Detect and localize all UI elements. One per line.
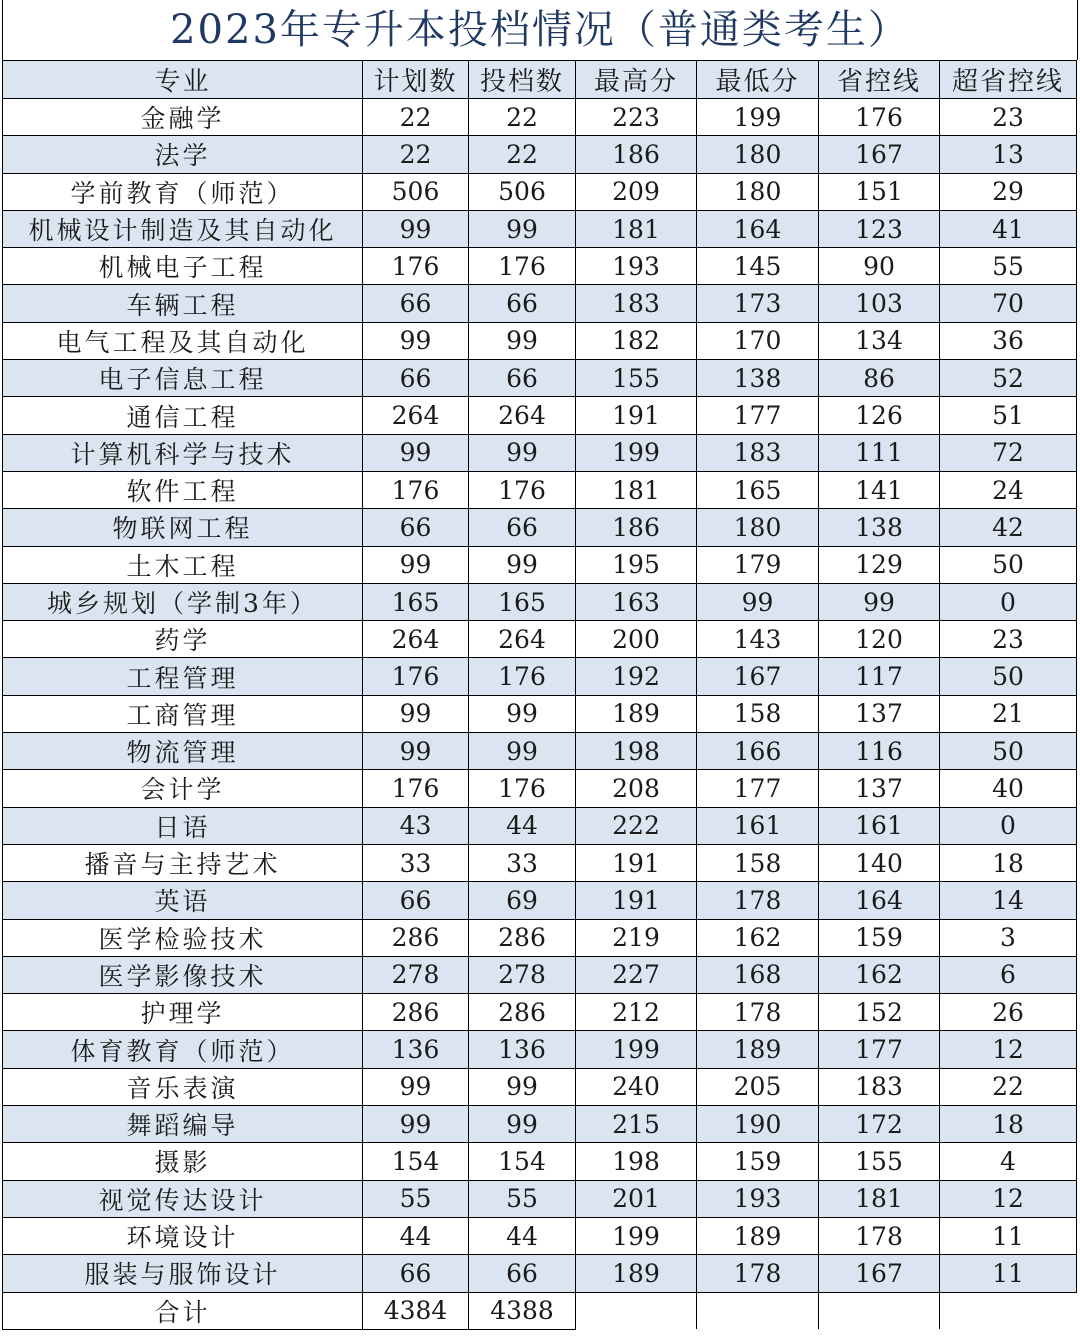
- spreadsheet: [2, 0, 1078, 1342]
- value-cell[interactable]: 66: [363, 1255, 469, 1292]
- value-cell[interactable]: 264: [469, 621, 576, 658]
- value-cell[interactable]: 22: [363, 99, 469, 136]
- value-cell[interactable]: 33: [363, 844, 469, 881]
- value-cell[interactable]: 99: [469, 1068, 576, 1105]
- value-cell[interactable]: 166: [697, 733, 819, 770]
- value-cell[interactable]: 12: [940, 1180, 1077, 1217]
- value-cell[interactable]: 50: [940, 658, 1077, 695]
- value-cell[interactable]: 222: [576, 807, 697, 844]
- value-cell[interactable]: 21: [940, 695, 1077, 732]
- value-cell[interactable]: 198: [576, 733, 697, 770]
- value-cell[interactable]: 199: [576, 434, 697, 471]
- value-cell[interactable]: 165: [469, 583, 576, 620]
- value-cell[interactable]: 117: [819, 658, 940, 695]
- value-cell[interactable]: 264: [469, 397, 576, 434]
- value-cell[interactable]: 99: [697, 583, 819, 620]
- table-row: [3, 360, 1077, 397]
- major-cell[interactable]: 计算机科学与技术: [3, 434, 363, 471]
- value-cell[interactable]: 192: [576, 658, 697, 695]
- value-cell[interactable]: 201: [576, 1180, 697, 1217]
- value-cell[interactable]: 199: [576, 1217, 697, 1254]
- value-cell[interactable]: 141: [819, 471, 940, 508]
- value-cell[interactable]: 123: [819, 210, 940, 247]
- table-row: [3, 1217, 1077, 1254]
- value-cell[interactable]: 137: [819, 770, 940, 807]
- empty-cell[interactable]: [576, 1292, 697, 1329]
- value-cell[interactable]: 286: [363, 919, 469, 956]
- major-cell[interactable]: 英语: [3, 882, 363, 919]
- major-cell[interactable]: 体育教育（师范）: [3, 1031, 363, 1068]
- major-cell[interactable]: 机械设计制造及其自动化: [3, 210, 363, 247]
- table-row: [3, 1106, 1077, 1143]
- value-cell[interactable]: 155: [819, 1143, 940, 1180]
- major-cell[interactable]: 电气工程及其自动化: [3, 322, 363, 359]
- value-cell[interactable]: 180: [697, 509, 819, 546]
- value-cell[interactable]: 99: [363, 322, 469, 359]
- value-cell[interactable]: 167: [819, 1255, 940, 1292]
- value-cell[interactable]: 140: [819, 844, 940, 881]
- value-cell[interactable]: 86: [819, 360, 940, 397]
- value-cell[interactable]: 99: [363, 1068, 469, 1105]
- table-row: [3, 882, 1077, 919]
- value-cell[interactable]: 227: [576, 956, 697, 993]
- value-cell[interactable]: 165: [363, 583, 469, 620]
- value-cell[interactable]: 138: [697, 360, 819, 397]
- header-cell-above-line[interactable]: 超省控线: [940, 61, 1077, 99]
- value-cell[interactable]: 66: [363, 882, 469, 919]
- value-cell[interactable]: 172: [819, 1106, 940, 1143]
- value-cell[interactable]: 13: [940, 136, 1077, 173]
- table-row: [3, 99, 1077, 136]
- value-cell[interactable]: 29: [940, 173, 1077, 210]
- major-cell[interactable]: 播音与主持艺术: [3, 844, 363, 881]
- value-cell[interactable]: 152: [819, 994, 940, 1031]
- value-cell[interactable]: 176: [469, 770, 576, 807]
- value-cell[interactable]: 193: [576, 248, 697, 285]
- value-cell[interactable]: 66: [469, 509, 576, 546]
- table-row: [3, 658, 1077, 695]
- table-row: [3, 733, 1077, 770]
- major-cell[interactable]: 车辆工程: [3, 285, 363, 322]
- major-cell[interactable]: 护理学: [3, 994, 363, 1031]
- value-cell[interactable]: 36: [940, 322, 1077, 359]
- value-cell[interactable]: 167: [697, 658, 819, 695]
- value-cell[interactable]: 189: [697, 1217, 819, 1254]
- value-cell[interactable]: 55: [940, 248, 1077, 285]
- value-cell[interactable]: 116: [819, 733, 940, 770]
- value-cell[interactable]: 99: [363, 695, 469, 732]
- value-cell[interactable]: 70: [940, 285, 1077, 322]
- value-cell[interactable]: 99: [469, 210, 576, 247]
- table-row: [3, 1180, 1077, 1217]
- value-cell[interactable]: 99: [363, 210, 469, 247]
- value-cell[interactable]: 44: [469, 807, 576, 844]
- major-cell[interactable]: 舞蹈编导: [3, 1106, 363, 1143]
- value-cell[interactable]: 23: [940, 99, 1077, 136]
- value-cell[interactable]: 111: [819, 434, 940, 471]
- value-cell[interactable]: 50: [940, 546, 1077, 583]
- value-cell[interactable]: 55: [363, 1180, 469, 1217]
- value-cell[interactable]: 177: [697, 397, 819, 434]
- value-cell[interactable]: 193: [697, 1180, 819, 1217]
- value-cell[interactable]: 191: [576, 844, 697, 881]
- value-cell[interactable]: 134: [819, 322, 940, 359]
- table-row: [3, 621, 1077, 658]
- value-cell[interactable]: 99: [363, 546, 469, 583]
- value-cell[interactable]: 143: [697, 621, 819, 658]
- value-cell[interactable]: 209: [576, 173, 697, 210]
- value-cell[interactable]: 179: [697, 546, 819, 583]
- major-cell[interactable]: 学前教育（师范）: [3, 173, 363, 210]
- total-label-cell[interactable]: 合计: [3, 1292, 363, 1329]
- value-cell[interactable]: 191: [576, 882, 697, 919]
- value-cell[interactable]: 161: [819, 807, 940, 844]
- empty-cell[interactable]: [940, 1292, 1077, 1329]
- value-cell[interactable]: 24: [940, 471, 1077, 508]
- major-cell[interactable]: 城乡规划（学制3年）: [3, 583, 363, 620]
- value-cell[interactable]: 181: [576, 210, 697, 247]
- table-row: [3, 285, 1077, 322]
- value-cell[interactable]: 158: [697, 695, 819, 732]
- value-cell[interactable]: 52: [940, 360, 1077, 397]
- table-row: [3, 956, 1077, 993]
- value-cell[interactable]: 208: [576, 770, 697, 807]
- value-cell[interactable]: 183: [819, 1068, 940, 1105]
- value-cell[interactable]: 186: [576, 136, 697, 173]
- major-cell[interactable]: 工商管理: [3, 695, 363, 732]
- major-cell[interactable]: 视觉传达设计: [3, 1180, 363, 1217]
- table-row: [3, 471, 1077, 508]
- table-title: 2023年专升本投档情况（普通类考生）: [2, 0, 1078, 60]
- value-cell[interactable]: 212: [576, 994, 697, 1031]
- table-row: [3, 509, 1077, 546]
- value-cell[interactable]: 99: [469, 434, 576, 471]
- value-cell[interactable]: 165: [697, 471, 819, 508]
- value-cell[interactable]: 69: [469, 882, 576, 919]
- value-cell[interactable]: 176: [363, 248, 469, 285]
- table-body: [3, 61, 1077, 1330]
- major-cell[interactable]: 物联网工程: [3, 509, 363, 546]
- table-row: [3, 1255, 1077, 1292]
- value-cell[interactable]: 264: [363, 621, 469, 658]
- value-cell[interactable]: 155: [576, 360, 697, 397]
- major-cell[interactable]: 机械电子工程: [3, 248, 363, 285]
- header-cell-max[interactable]: 最高分: [576, 61, 697, 99]
- table-row: [3, 807, 1077, 844]
- value-cell[interactable]: 189: [576, 695, 697, 732]
- value-cell[interactable]: 99: [469, 322, 576, 359]
- value-cell[interactable]: 42: [940, 509, 1077, 546]
- table-row: [3, 695, 1077, 732]
- value-cell[interactable]: 11: [940, 1217, 1077, 1254]
- value-cell[interactable]: 199: [697, 99, 819, 136]
- value-cell[interactable]: 168: [697, 956, 819, 993]
- value-cell[interactable]: 103: [819, 285, 940, 322]
- table-row: [3, 1068, 1077, 1105]
- value-cell[interactable]: 199: [576, 1031, 697, 1068]
- value-cell[interactable]: 6: [940, 956, 1077, 993]
- value-cell[interactable]: 136: [469, 1031, 576, 1068]
- value-cell[interactable]: 176: [363, 658, 469, 695]
- table-row: [3, 919, 1077, 956]
- table-row: [3, 1143, 1077, 1180]
- value-cell[interactable]: 11: [940, 1255, 1077, 1292]
- value-cell[interactable]: 180: [697, 136, 819, 173]
- value-cell[interactable]: 200: [576, 621, 697, 658]
- major-cell[interactable]: 工程管理: [3, 658, 363, 695]
- value-cell[interactable]: 177: [697, 770, 819, 807]
- value-cell[interactable]: 191: [576, 397, 697, 434]
- value-cell[interactable]: 66: [469, 285, 576, 322]
- value-cell[interactable]: 178: [697, 994, 819, 1031]
- value-cell[interactable]: 145: [697, 248, 819, 285]
- value-cell[interactable]: 158: [697, 844, 819, 881]
- table-row: [3, 1031, 1077, 1068]
- value-cell[interactable]: 22: [469, 136, 576, 173]
- value-cell[interactable]: 240: [576, 1068, 697, 1105]
- value-cell[interactable]: 154: [363, 1143, 469, 1180]
- major-cell[interactable]: 会计学: [3, 770, 363, 807]
- table-row: [3, 434, 1077, 471]
- value-cell[interactable]: 99: [469, 546, 576, 583]
- value-cell[interactable]: 43: [363, 807, 469, 844]
- value-cell[interactable]: 506: [469, 173, 576, 210]
- value-cell[interactable]: 186: [576, 509, 697, 546]
- header-cell-major[interactable]: 专业: [3, 61, 363, 99]
- value-cell[interactable]: 215: [576, 1106, 697, 1143]
- value-cell[interactable]: 66: [469, 1255, 576, 1292]
- value-cell[interactable]: 190: [697, 1106, 819, 1143]
- value-cell[interactable]: 44: [469, 1217, 576, 1254]
- value-cell[interactable]: 99: [469, 695, 576, 732]
- table-row: [3, 546, 1077, 583]
- value-cell[interactable]: 178: [697, 882, 819, 919]
- value-cell[interactable]: 41: [940, 210, 1077, 247]
- value-cell[interactable]: 50: [940, 733, 1077, 770]
- value-cell[interactable]: 129: [819, 546, 940, 583]
- value-cell[interactable]: 151: [819, 173, 940, 210]
- value-cell[interactable]: 176: [469, 658, 576, 695]
- value-cell[interactable]: 18: [940, 844, 1077, 881]
- value-cell[interactable]: 506: [363, 173, 469, 210]
- value-cell[interactable]: 183: [697, 434, 819, 471]
- value-cell[interactable]: 176: [469, 471, 576, 508]
- value-cell[interactable]: 286: [469, 919, 576, 956]
- value-cell[interactable]: 154: [469, 1143, 576, 1180]
- value-cell[interactable]: 66: [469, 360, 576, 397]
- value-cell[interactable]: 137: [819, 695, 940, 732]
- value-cell[interactable]: 180: [697, 173, 819, 210]
- value-cell[interactable]: 163: [576, 583, 697, 620]
- value-cell[interactable]: 181: [819, 1180, 940, 1217]
- major-cell[interactable]: 药学: [3, 621, 363, 658]
- value-cell[interactable]: 55: [469, 1180, 576, 1217]
- header-cell-control-line[interactable]: 省控线: [819, 61, 940, 99]
- value-cell[interactable]: 170: [697, 322, 819, 359]
- value-cell[interactable]: 264: [363, 397, 469, 434]
- table-row: [3, 248, 1077, 285]
- value-cell[interactable]: 33: [469, 844, 576, 881]
- value-cell[interactable]: 178: [819, 1217, 940, 1254]
- table-row: [3, 844, 1077, 881]
- value-cell[interactable]: 66: [363, 285, 469, 322]
- table-row: [3, 583, 1077, 620]
- major-cell[interactable]: 金融学: [3, 99, 363, 136]
- value-cell[interactable]: 40: [940, 770, 1077, 807]
- table-row: [3, 397, 1077, 434]
- value-cell[interactable]: 0: [940, 807, 1077, 844]
- major-cell[interactable]: 土木工程: [3, 546, 363, 583]
- value-cell[interactable]: 176: [363, 471, 469, 508]
- major-cell[interactable]: 医学检验技术: [3, 919, 363, 956]
- value-cell[interactable]: 176: [363, 770, 469, 807]
- value-cell[interactable]: 26: [940, 994, 1077, 1031]
- value-cell[interactable]: 189: [576, 1255, 697, 1292]
- major-cell[interactable]: 软件工程: [3, 471, 363, 508]
- value-cell[interactable]: 195: [576, 546, 697, 583]
- value-cell[interactable]: 23: [940, 621, 1077, 658]
- value-cell[interactable]: 159: [697, 1143, 819, 1180]
- value-cell[interactable]: 198: [576, 1143, 697, 1180]
- major-cell[interactable]: 通信工程: [3, 397, 363, 434]
- value-cell[interactable]: 176: [819, 99, 940, 136]
- value-cell[interactable]: 12: [940, 1031, 1077, 1068]
- value-cell[interactable]: 44: [363, 1217, 469, 1254]
- header-cell-filed[interactable]: 投档数: [469, 61, 576, 99]
- value-cell[interactable]: 164: [697, 210, 819, 247]
- total-row: [3, 1292, 1077, 1329]
- table-row: [3, 322, 1077, 359]
- value-cell[interactable]: 136: [363, 1031, 469, 1068]
- value-cell[interactable]: 99: [363, 434, 469, 471]
- major-cell[interactable]: 日语: [3, 807, 363, 844]
- header-cell-min[interactable]: 最低分: [697, 61, 819, 99]
- value-cell[interactable]: 72: [940, 434, 1077, 471]
- value-cell[interactable]: 178: [697, 1255, 819, 1292]
- value-cell[interactable]: 4: [940, 1143, 1077, 1180]
- value-cell[interactable]: 138: [819, 509, 940, 546]
- value-cell[interactable]: 22: [940, 1068, 1077, 1105]
- value-cell[interactable]: 51: [940, 397, 1077, 434]
- major-cell[interactable]: 物流管理: [3, 733, 363, 770]
- value-cell[interactable]: 162: [819, 956, 940, 993]
- value-cell[interactable]: 99: [363, 1106, 469, 1143]
- table-row: [3, 136, 1077, 173]
- value-cell[interactable]: 286: [363, 994, 469, 1031]
- value-cell[interactable]: 120: [819, 621, 940, 658]
- table-row: [3, 210, 1077, 247]
- value-cell[interactable]: 219: [576, 919, 697, 956]
- value-cell[interactable]: 286: [469, 994, 576, 1031]
- value-cell[interactable]: 3: [940, 919, 1077, 956]
- major-cell[interactable]: 环境设计: [3, 1217, 363, 1254]
- value-cell[interactable]: 14: [940, 882, 1077, 919]
- value-cell[interactable]: 164: [819, 882, 940, 919]
- value-cell[interactable]: 99: [469, 1106, 576, 1143]
- header-row: [3, 61, 1077, 99]
- total-value-cell[interactable]: 4388: [469, 1292, 576, 1329]
- value-cell[interactable]: 167: [819, 136, 940, 173]
- value-cell[interactable]: 177: [819, 1031, 940, 1068]
- value-cell[interactable]: 161: [697, 807, 819, 844]
- value-cell[interactable]: 223: [576, 99, 697, 136]
- total-value-cell[interactable]: 4384: [363, 1292, 469, 1329]
- major-cell[interactable]: 电子信息工程: [3, 360, 363, 397]
- value-cell[interactable]: 90: [819, 248, 940, 285]
- value-cell[interactable]: 99: [469, 733, 576, 770]
- value-cell[interactable]: 183: [576, 285, 697, 322]
- table-row: [3, 994, 1077, 1031]
- value-cell[interactable]: 18: [940, 1106, 1077, 1143]
- empty-cell[interactable]: [819, 1292, 940, 1329]
- value-cell[interactable]: 126: [819, 397, 940, 434]
- empty-cell[interactable]: [697, 1292, 819, 1329]
- value-cell[interactable]: 176: [469, 248, 576, 285]
- value-cell[interactable]: 66: [363, 360, 469, 397]
- value-cell[interactable]: 182: [576, 322, 697, 359]
- major-cell[interactable]: 医学影像技术: [3, 956, 363, 993]
- table-row: [3, 770, 1077, 807]
- value-cell[interactable]: 22: [469, 99, 576, 136]
- value-cell[interactable]: 66: [363, 509, 469, 546]
- value-cell[interactable]: 162: [697, 919, 819, 956]
- major-cell[interactable]: 服装与服饰设计: [3, 1255, 363, 1292]
- value-cell[interactable]: 99: [819, 583, 940, 620]
- major-cell[interactable]: 法学: [3, 136, 363, 173]
- header-cell-plan[interactable]: 计划数: [363, 61, 469, 99]
- value-cell[interactable]: 278: [469, 956, 576, 993]
- value-cell[interactable]: 22: [363, 136, 469, 173]
- value-cell[interactable]: 189: [697, 1031, 819, 1068]
- value-cell[interactable]: 159: [819, 919, 940, 956]
- value-cell[interactable]: 0: [940, 583, 1077, 620]
- value-cell[interactable]: 278: [363, 956, 469, 993]
- major-cell[interactable]: 音乐表演: [3, 1068, 363, 1105]
- value-cell[interactable]: 205: [697, 1068, 819, 1105]
- major-cell[interactable]: 摄影: [3, 1143, 363, 1180]
- value-cell[interactable]: 181: [576, 471, 697, 508]
- table-row: [3, 173, 1077, 210]
- admission-table: [2, 60, 1077, 1330]
- value-cell[interactable]: 99: [363, 733, 469, 770]
- value-cell[interactable]: 173: [697, 285, 819, 322]
